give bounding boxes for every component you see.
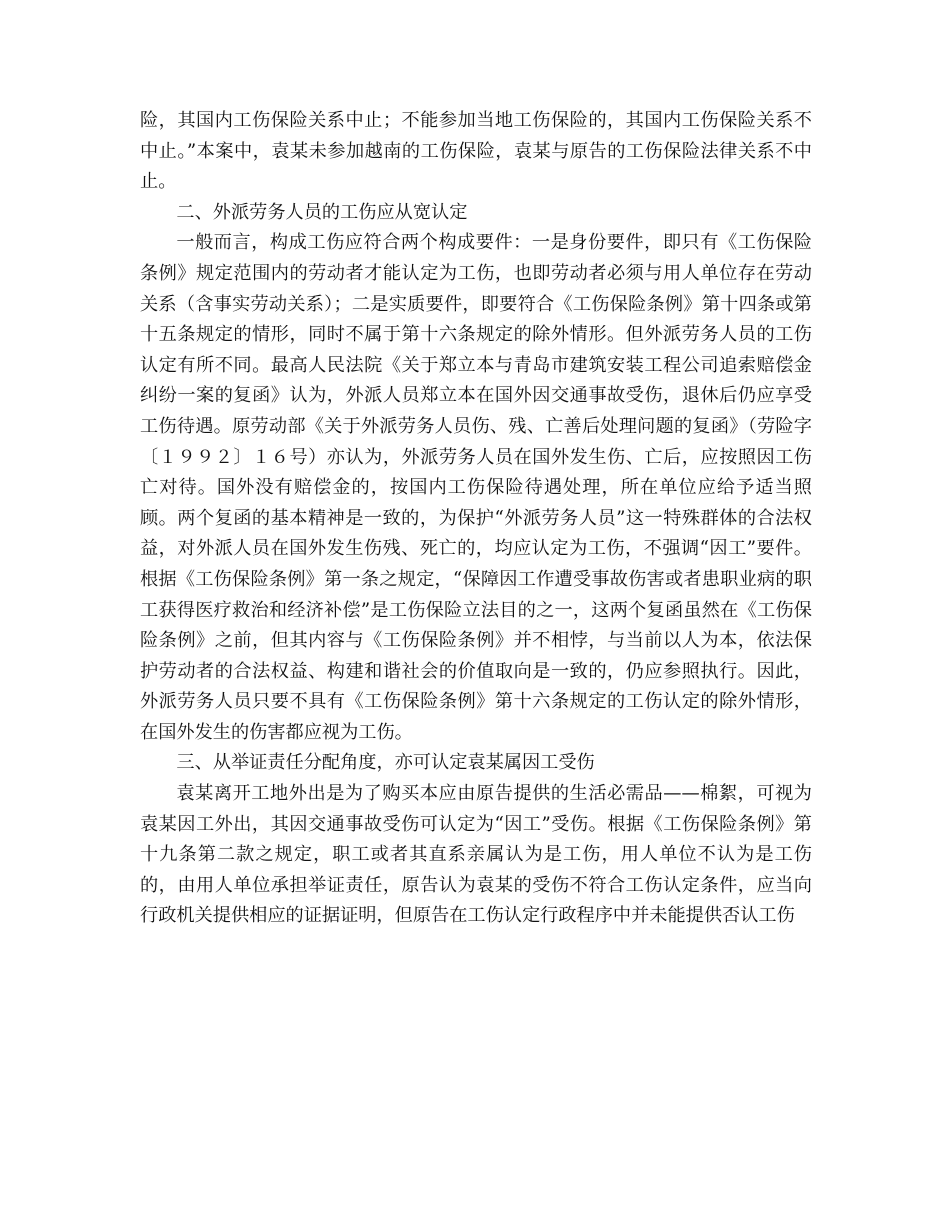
section-heading-3: 三、从举证责任分配角度，亦可认定袁某属因工受伤 — [176, 752, 595, 774]
paragraph-continuation: 险，其国内工伤保险关系中止；不能参加当地工伤保险的，其国内工伤保险关系不中止。”本案中，袁某未参加越南的工伤保险，袁某与原告的工伤保险法律关系不中止。 — [140, 110, 812, 193]
paragraph-body: 袁某离开工地外出是为了购买本应由原告提供的生活必需品——棉絮，可视为袁某因工外出，其因交通事故受伤可认定为“因工”受伤。根据《工伤保险条例》第十九条第二款之规定，职工或者其直系亲属认为是工伤，用人单位不认为是工伤的，由用人单位承担举证责任，原告认为袁某的受伤不符合工伤认定条件，应当向行政机关提供相应的证据证明，但原告在工伤认定行政程序中并未能提供否认工伤 — [140, 783, 812, 927]
paragraph-body: 一般而言，构成工伤应符合两个构成要件：一是身份要件，即只有《工伤保险条例》规定范围内的劳动者才能认定为工伤，也即劳动者必须与用人单位存在劳动关系（含事实劳动关系）；二是实质要件，即要符合《工伤保险条例》第十四条或第十五条规定的情形，同时不属于第十六条规定的除外情形。但外派劳务人员的工伤认定有所不同。最高人民法院《关于郑立本与青岛市建筑安装工程公司追索赔偿金纠纷一案的复函》认为，外派人员郑立本在国外因交通事故受伤，退休后仍应享受工伤待遇。原劳动部《关于外派劳务人员伤、残、亡善后处理问题的复函》（劳险字〔１９９２〕１６号）亦认为，外派劳务人员在国外发生伤、亡后，应按照因工伤亡对待。国外没有赔偿金的，按国内工伤保险待遇处理，所在单位应给予适当照顾。两个复函的基本精神是一致的，为保护“外派劳务人员”这一特殊群体的合法权益，对外派人员在国外发生伤残、死亡的，均应认定为工伤，不强调“因工”要件。根据《工伤保险条例》第一条之规定，“保障因工作遭受事故伤害或者患职业病的职工获得医疗救治和经济补偿”是工伤保险立法目的之一，这两个复函虽然在《工伤保险条例》之前，但其内容与《工伤保险条例》并不相悖，与当前以人为本，依法保护劳动者的合法权益、构建和谐社会的价值取向是一致的，仍应参照执行。因此，外派劳务人员只要不具有《工伤保险条例》第十六条规定的工伤认定的除外情形，在国外发生的伤害都应视为工伤。 — [140, 232, 812, 743]
document-page — [140, 106, 812, 932]
section-heading-2: 二、外派劳务人员的工伤应从宽认定 — [176, 201, 468, 223]
